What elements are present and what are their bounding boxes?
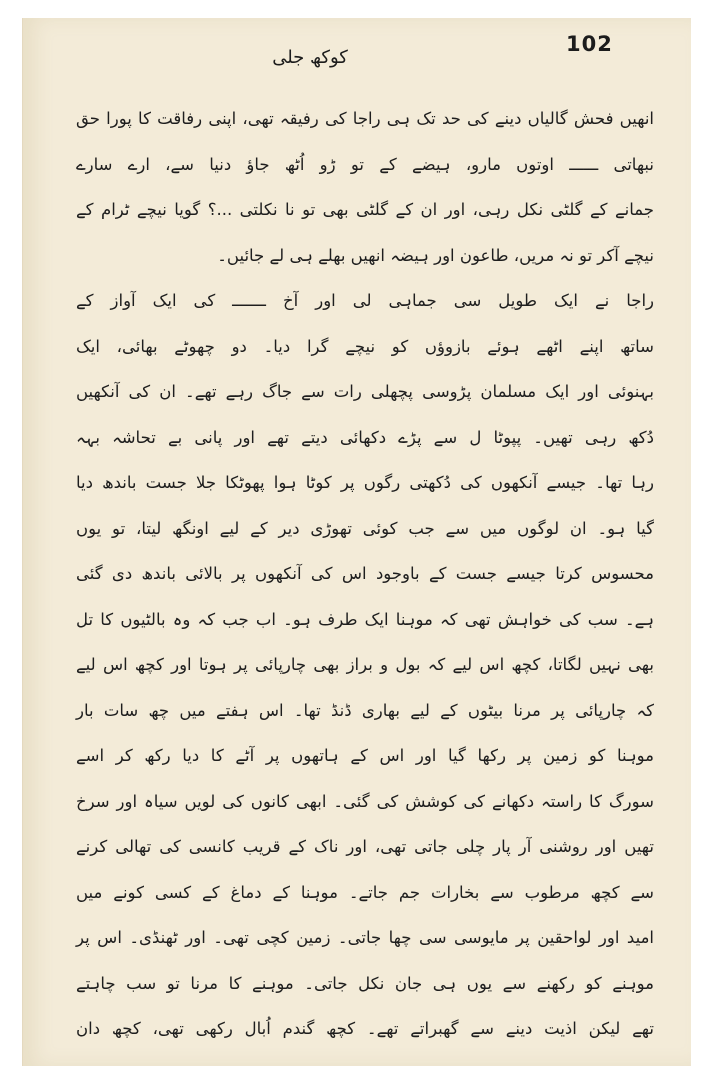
text-line: ہے۔ سب کی خواہش تھی کہ موہنا ایک طرف ہو۔ اب جب کہ وہ بالٹیوں کا تل — [76, 609, 654, 629]
running-head: کوکھ جلی — [272, 47, 348, 68]
text-line: نبھاتی ــــــ اوتوں مارو، ہیضے کے تو ڑو اُٹھ جاؤ دنیا سے، ارے سارے — [76, 154, 654, 174]
text-line: سورگ کا راستہ دکھانے کی کوشش کی گئی۔ ابھی کانوں کی لویں سیاہ اور سرخ — [76, 791, 654, 811]
body-text — [76, 96, 654, 1038]
text-line: تھے لیکن اذیت دینے سے گھبراتے تھے۔ کچھ گندم اُبال رکھی تھی، کچھ دان — [76, 1019, 654, 1038]
text-line: گیا ہو۔ ان لوگوں میں سے جب کوئی تھوڑی دیر کے لیے اونگھ لیتا، تو یوں — [76, 518, 654, 538]
page-number: 102 — [566, 32, 613, 56]
text-line: ساتھ اپنے اٹھے ہوئے بازوؤں کو نیچے گرا دیا۔ دو چھوٹے بھائی، ایک — [76, 336, 654, 356]
text-line: بھی نہیں لگاتا، کچھ اس لیے کہ بول و براز بھی چارپائی پر ہوتا اور کچھ اس لیے — [76, 655, 654, 674]
text-line: انھیں فحش گالیاں دینے کی حد تک ہی راجا کی رفیقہ تھی، اپنی رفاقت کا پورا حق — [76, 109, 654, 128]
text-line: محسوس کرتا جیسے جست کے باوجود اس کی آنکھوں پر بالائی باندھ دی گئی — [76, 564, 654, 583]
text-line: امید اور لواحقین پر مایوسی سی چھا جاتی۔ زمین کچی تھی۔ اور ٹھنڈی۔ اس پر — [76, 928, 654, 947]
text-line: کہ چارپائی پر مرنا بیٹوں کے لیے بھاری ڈنڈ تھا۔ اس ہفتے میں چھ سات بار — [76, 700, 654, 720]
text-line: نیچے آکر تو نہ مریں، طاعون اور ہیضہ انھیں بھلے ہی لے جائیں۔ — [217, 245, 654, 265]
text-line: دُکھ رہی تھیں۔ پپوٹا ل سے پڑے دکھائی دیتے تھے اور پانی بے تحاشہ بہہ — [76, 427, 654, 447]
text-line: جمانے کے گلٹی نکل رہی، اور ان کے گلٹی بھی تو نا نکلتی ...؟ گویا نیچے ٹرام کے — [76, 200, 654, 219]
text-line: تھیں اور روشنی آر پار چلی جاتی تھی، اور ناک کے قریب کانسی کی تھالی کرنے — [76, 837, 654, 856]
text-line: رہا تھا۔ جیسے آنکھوں کی دُکھتی رگوں پر کوٹا ہوا پھوٹکا جلا جست باندھ دیا — [76, 473, 654, 492]
text-line: راجا نے ایک طویل سی جماہی لی اور آخ ـــــــ کی ایک آواز کے — [76, 291, 654, 310]
text-line: بہنوئی اور ایک مسلمان پڑوسی پچھلی رات سے جاگ رہے تھے۔ ان کی آنکھیں — [76, 382, 654, 401]
text-line: موہنا کو زمین پر رکھا گیا اور اس کے ہاتھوں پر آٹے کا دیا رکھ کر اسے — [76, 746, 654, 765]
text-line: موہنے کو رکھنے سے یوں ہی جان نکل جاتی۔ موہنے کا مرنا تو سب چاہتے — [76, 973, 654, 993]
text-line: سے کچھ مرطوب سے بخارات جم جاتے۔ موہنا کے دماغ کے کسی کونے میں — [76, 882, 654, 902]
